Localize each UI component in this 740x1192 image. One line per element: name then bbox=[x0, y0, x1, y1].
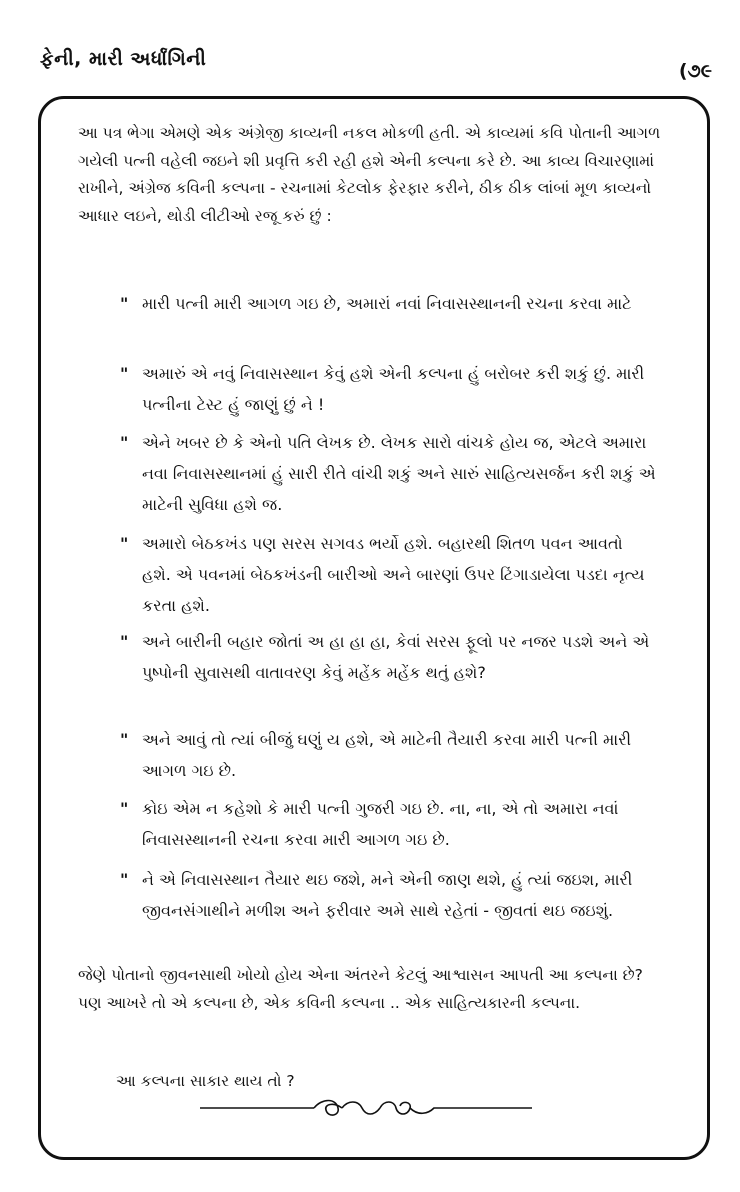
final-line: આ કલ્પના સાકાર થાય તો ? bbox=[116, 1072, 295, 1090]
quote-mark: " bbox=[120, 730, 129, 749]
closing-paragraph: જેણે પોતાનો જીવનસાથી ખોયો હોય એના અંતરને કેટલું આશ્વાસન આપતી આ કલ્પના છે? પણ આખરે તો એ કલ્પના છે, એક કવિની કલ્પના .. એક સાહિત્યકારની કલ્પના. bbox=[78, 966, 643, 1012]
poem-stanza-text: ને એ નિવાસસ્થાન તૈયાર થઇ જશે, મને એની જાણ થશે, હું ત્યાં જઇશ, મારી જીવનસંગાથીને મળીશ અને ફરીવાર અમે સાથે રહેતાં - જીવતાં થઇ જઇશું. bbox=[142, 870, 633, 920]
poem-stanza-text: મારી પત્ની મારી આગળ ગઇ છે, અમારાં નવાં નિવાસસ્થાનની રચના કરવા માટે bbox=[142, 294, 632, 313]
poem-stanza-8 bbox=[116, 864, 656, 926]
quote-mark: " bbox=[120, 364, 129, 383]
poem-stanza-7 bbox=[116, 793, 656, 855]
running-title: ફેની, મારી અર્ધાંગિની bbox=[40, 48, 207, 70]
poem-stanza-text: અને બારીની બહાર જોતાં અ હા હા હા, કેવાં સરસ ફૂલો પર નજર પડશે અને એ પુષ્પોની સુવાસથી વાતાવરણ કેવું મહેંક મહેંક થતું હશે? bbox=[142, 632, 650, 682]
intro-paragraph: આ પત્ર ભેગા એમણે એક અંગ્રેજી કાવ્યની નકલ મોકળી હતી. એ કાવ્યમાં કવિ પોતાની આગળ ગયેલી પત્ની વહેલી જઇને શી પ્રવૃત્તિ કરી રહી હશે એની કલ્પના કરે છે. આ કાવ્ય વિચારણામાં રાખીને, અંગ્રેજ કવિની કલ્પના - રચનામાં કેટલોક ફેરફાર કરીને, ઠીક ઠીક લાંબાં મૂળ કાવ્યનો આધાર લઇને, થોડી લીટીઓ રજૂ કરું છું : bbox=[78, 124, 661, 225]
poem-stanza-1 bbox=[116, 288, 656, 319]
flourish-divider-icon bbox=[196, 1094, 536, 1122]
quote-mark: " bbox=[120, 433, 129, 452]
poem-stanza-text: અને આવું તો ત્યાં બીજું ઘણું ય હશે, એ માટેની તૈયારી કરવા મારી પત્ની મારી આગળ ગઇ છે. bbox=[142, 730, 632, 780]
quote-mark: " bbox=[120, 799, 129, 818]
quote-mark: " bbox=[120, 294, 129, 313]
poem-stanza-text: એને ખબર છે કે એનો પતિ લેખક છે. લેખક સારો વાંચકે હોય જ, એટલે અમારા નવા નિવાસસ્થાનમાં હું સારી રીતે વાંચી શકું અને સારું સાહિત્યસર્જન કરી શકું એ માટેની સુવિધા હશે જ. bbox=[142, 433, 656, 514]
poem-stanza-6 bbox=[116, 724, 656, 786]
quote-mark: " bbox=[120, 870, 129, 889]
quote-mark: " bbox=[120, 534, 129, 553]
poem-stanza-5 bbox=[116, 626, 656, 688]
poem-stanza-3 bbox=[116, 427, 656, 520]
poem-stanza-text: અમારો બેઠકખંડ પણ સરસ સગવડ ભર્યો હશે. બહારથી શિતળ પવન આવતો હશે. એ પવનમાં બેઠકખંડની બારીઓ અને બારણાં ઉપર ટિંગાડાયેલા પડદા નૃત્ય કરતા હશે. bbox=[142, 534, 645, 615]
quote-mark: " bbox=[120, 632, 129, 651]
poem-stanza-2 bbox=[116, 358, 656, 420]
page-number: (૭૯ bbox=[678, 60, 712, 82]
poem-stanza-text: અમારું એ નવું નિવાસસ્થાન કેવું હશે એની કલ્પના હું બરોબર કરી શકું છું. મારી પત્નીના ટેસ્ટ હું જાણું છું ને ! bbox=[142, 364, 645, 414]
poem-stanza-text: કોઇ એમ ન કહેશો કે મારી પત્ની ગુજરી ગઇ છે. ના, ના, એ તો અમારા નવાં નિવાસસ્થાનની રચના કરવા મારી આગળ ગઇ છે. bbox=[142, 799, 619, 849]
poem-stanza-4 bbox=[116, 528, 656, 621]
